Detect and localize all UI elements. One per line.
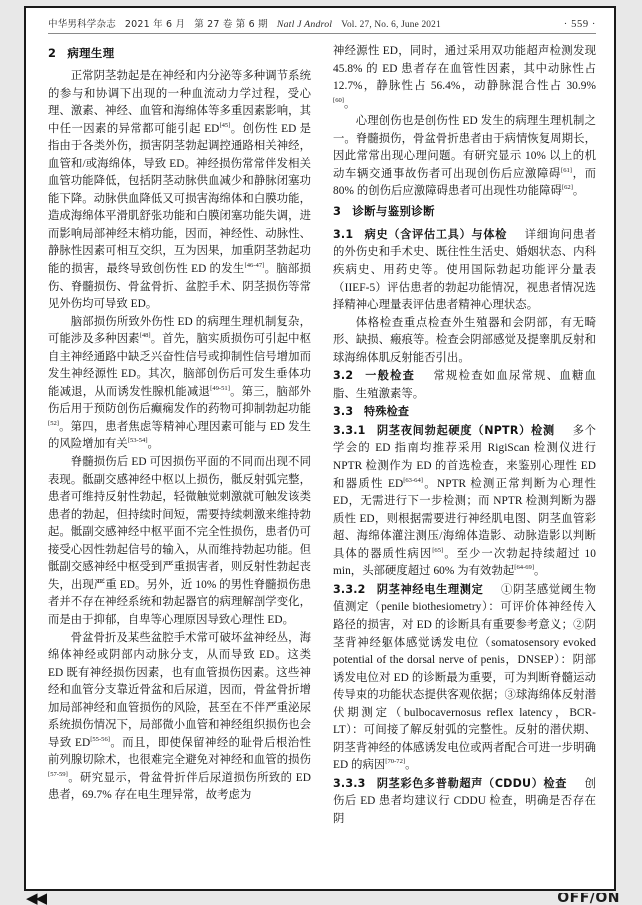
subsection-title: 阴茎神经电生理测定 bbox=[376, 582, 484, 596]
viewer-toolbar bbox=[0, 893, 642, 905]
subsection-text: ①阴茎感觉阈生物值测定（penile biothesiometry）：可评价体神经传入路径的损害，对 ED 的诊断具有重要参考意义；②阴茎背神经躯体感觉诱发电位（somatosensory evoked potential of the dorsal nerve of penis，DNSEP）：阴部诱发电位对 ED 的诊断最为重要，可为判断脊髓运动传导束的功能状态提供客观依据；③球海绵体反射潜伏期测定（bulbocavernosus reflex latency，BCR-LT）：可间接了解反射弧的完整性。反射的潜伏期、阴茎背神经的体感诱发电位或两者配合可进一步明确 ED 的病因[70-72]。 bbox=[333, 583, 596, 772]
paragraph: 体格检查重点检查外生殖器和会阴部，有无畸形、缺损、瘢痕等。检查会阴部感觉及提睾肌反射和球海绵体肌反射能否引出。 bbox=[333, 316, 596, 364]
paragraph: 心理创伤也是创伤性 ED 发生的病理生理机制之一。脊髓损伤，骨盆骨折患者由于病情恢复周期长，因此常常出现心理问题。有研究显示 10% 以上的机动车辆交通事故伤者可出现创伤后应激障碍[61]，而 80% 的创伤后应激障碍患者可出现性功能障碍[62]。 bbox=[333, 115, 596, 198]
subsection-text: 详细询问患者的外伤史和手术史、既往性生活史、婚姻状态、内科疾病史、用药史等。使用国际勃起功能评分量表（IIEF-5）评估患者的勃起功能情况，视患者情况选择精神心理量表评估患者精神心理状态。 bbox=[333, 228, 596, 312]
subsection-3-3-1 bbox=[333, 422, 596, 581]
subsection-title: 病史（含评估工具）与体检 bbox=[364, 227, 508, 241]
journal-page-sheet bbox=[24, 6, 616, 891]
subsection-3-1 bbox=[333, 226, 596, 315]
journal-name-cn: 中华男科学杂志 bbox=[48, 19, 116, 30]
section-heading-2 bbox=[48, 45, 311, 61]
subsection-number: 3.3 bbox=[333, 405, 354, 419]
subsection-number: 3.3.2 bbox=[333, 582, 366, 596]
subsection-number: 3.3.3 bbox=[333, 776, 366, 790]
paragraph-continuation: 神经源性 ED，同时，通过采用双功能超声检测发现 45.8% 的 ED 患者存在血管性因素，其中动脉性占 12.7%，静脉性占 56.4%，动静脉混合性占 30.9%[60]。 bbox=[333, 45, 596, 110]
previous-page-icon[interactable]: ◀◀ bbox=[26, 893, 46, 905]
paragraph: 骨盆骨折及某些盆腔手术常可破坏盆神经丛，海绵体神经或阴部内动脉分支，从而导致 ED。这类 ED 既有神经损伤因素，也有血管损伤因素。这些神经和血管分支靠近骨盆和后尿道，因而，骨盆骨折增加局部神经和血管损伤的风险，甚至在不伴严重泌尿系统损伤情况下，局部微小血管和神经组织损伤也会导致 ED[55-56]。而且，即使保留神经的耻骨后根治性前列腺切除术，也很难完全避免对神经和血管的损伤[57-59]。研究显示，骨盆骨折伴后尿道损伤所致的 ED 患者，69.7% 存在电生理异常，故考虑为 bbox=[48, 631, 311, 802]
running-head bbox=[48, 16, 596, 33]
section-title-3: 诊断与鉴别诊断 bbox=[352, 203, 435, 218]
section-number-2: 2 bbox=[48, 46, 57, 60]
subsection-text: 创伤后 ED 患者均建议行 CDDU 检查，明确是否存在阴 bbox=[333, 777, 596, 825]
subsection-3-3-3 bbox=[333, 775, 596, 829]
volume-issue-cn: 第 27 卷 第 6 期 bbox=[194, 19, 268, 30]
right-column bbox=[333, 43, 596, 865]
section-heading-3 bbox=[333, 203, 596, 219]
two-column-layout bbox=[48, 43, 596, 865]
running-head-left bbox=[48, 16, 441, 30]
subsection-text: 多个学会的 ED 指南均推荐采用 RigiScan 检测仪进行 NPTR 检测作为 ED 的首选检查，来鉴别心理性 ED 和器质性 ED[63-64]。NPTR 检测正常判断为心理性 ED，无需进行下一步检测；而 NPTR 检测判断为器质性 ED，则根据需要进行神经肌电图、阴茎血管彩超、海绵体灌注测压/海绵体造影、动脉造影以判断具体的器质性病因[65]。至少一次勃起持续超过 10 min，头部硬度超过 60% 为有效勃起[64-69]。 bbox=[333, 424, 596, 578]
paragraph: 正常阴茎勃起是在神经和内分泌等多种调节系统的参与和协调下出现的一种血流动力学过程，受心理、激素、神经、血管和海绵体等多重因素影响，其中任一因素的异常都可能引起 ED[45]。创伤性 ED 是指由于各类外伤，损害阴茎勃起调控通路相关神经，血管和/或海绵体，导致 ED。神经损伤常常伴发相关血管功能降低，包括阴茎动脉供血减少和静脉闭塞功能下降。动脉供血降低又可损害海绵体和白膜功能，造成海绵体平滑肌舒张功能和白膜闭塞功能失调，进而影响局部神经末梢功能，因而，神经性、动脉性、静脉性因素可相互交织，互为因果，加重阴茎勃起功能的损害，最终导致创伤性 ED 的发生[46-47]。脑部损伤、脊髓损伤、骨盆骨折、盆腔手术、阴茎损伤等常见外伤均可导致 ED。 bbox=[48, 70, 311, 311]
section-number-3: 3 bbox=[333, 203, 342, 218]
issue-date-cn: 2021 年 6 月 bbox=[124, 19, 186, 30]
subsection-3-2 bbox=[333, 367, 596, 403]
page-number: · 559 · bbox=[563, 19, 596, 30]
subsection-title: 特殊检查 bbox=[364, 405, 410, 419]
subsection-text: 常规检查如血尿常规、血糖血脂、生殖激素等。 bbox=[333, 370, 596, 400]
off-on-toggle-label[interactable]: OFF/ON bbox=[557, 893, 620, 905]
paragraph: 脑部损伤所致外伤性 ED 的病理生理机制复杂，可能涉及多种因素[48]。首先，脑实质损伤可引起中枢自主神经通路中缺乏兴奋性信号或抑制性信号增加而发生神经源性 ED。其次，脑部创伤后可发生垂体功能减退，从而诱发性腺机能减退[49-51]。第三，脑部外伤后用于预防创伤后癫痫发作的药物可抑制勃起功能[52]。第四，患者焦虑等精神心理因素可能与 ED 发生的风险增加有关[53-54]。 bbox=[48, 315, 311, 451]
left-column bbox=[48, 43, 311, 865]
paragraph: 脊髓损伤后 ED 可因损伤平面的不同而出现不同表现。骶副交感神经中枢以上损伤，骶反射弧完整，患者可维持反射性勃起，轻微触觉刺激就可触发该类患者的勃起，但持续时间短，需要持续刺激来维持勃起。骶副交感神经中枢平面不完全性损伤，患者仍可接受心因性勃起信号的输入，从而维持勃起功能。但骶副交感神经中枢受到严重损害者，则反射性勃起丧失，出现严重 ED。另外，近 10% 的男性脊髓损伤患者并不存在神经系统和勃起器官的病理解剖学变化，而是由于抑郁，自卑等心理原因导致心理性 ED。 bbox=[48, 456, 311, 626]
subsection-3-3 bbox=[333, 403, 596, 422]
running-head-rule bbox=[48, 33, 596, 34]
subsection-number: 3.3.1 bbox=[333, 423, 366, 437]
subsection-number: 3.1 bbox=[333, 227, 354, 241]
page-content-area bbox=[48, 16, 596, 885]
subsection-title: 阴茎夜间勃起硬度（NPTR）检测 bbox=[376, 423, 555, 437]
subsection-3-3-2 bbox=[333, 581, 596, 775]
volume-issue-en: Vol. 27, No. 6, June 2021 bbox=[341, 20, 441, 30]
subsection-title: 阴茎彩色多普勒超声（CDDU）检查 bbox=[376, 776, 568, 790]
subsection-number: 3.2 bbox=[333, 369, 354, 383]
section-title-2: 病理生理 bbox=[67, 46, 115, 60]
journal-name-en: Natl J Androl bbox=[276, 19, 333, 30]
subsection-title: 一般检查 bbox=[364, 369, 416, 383]
